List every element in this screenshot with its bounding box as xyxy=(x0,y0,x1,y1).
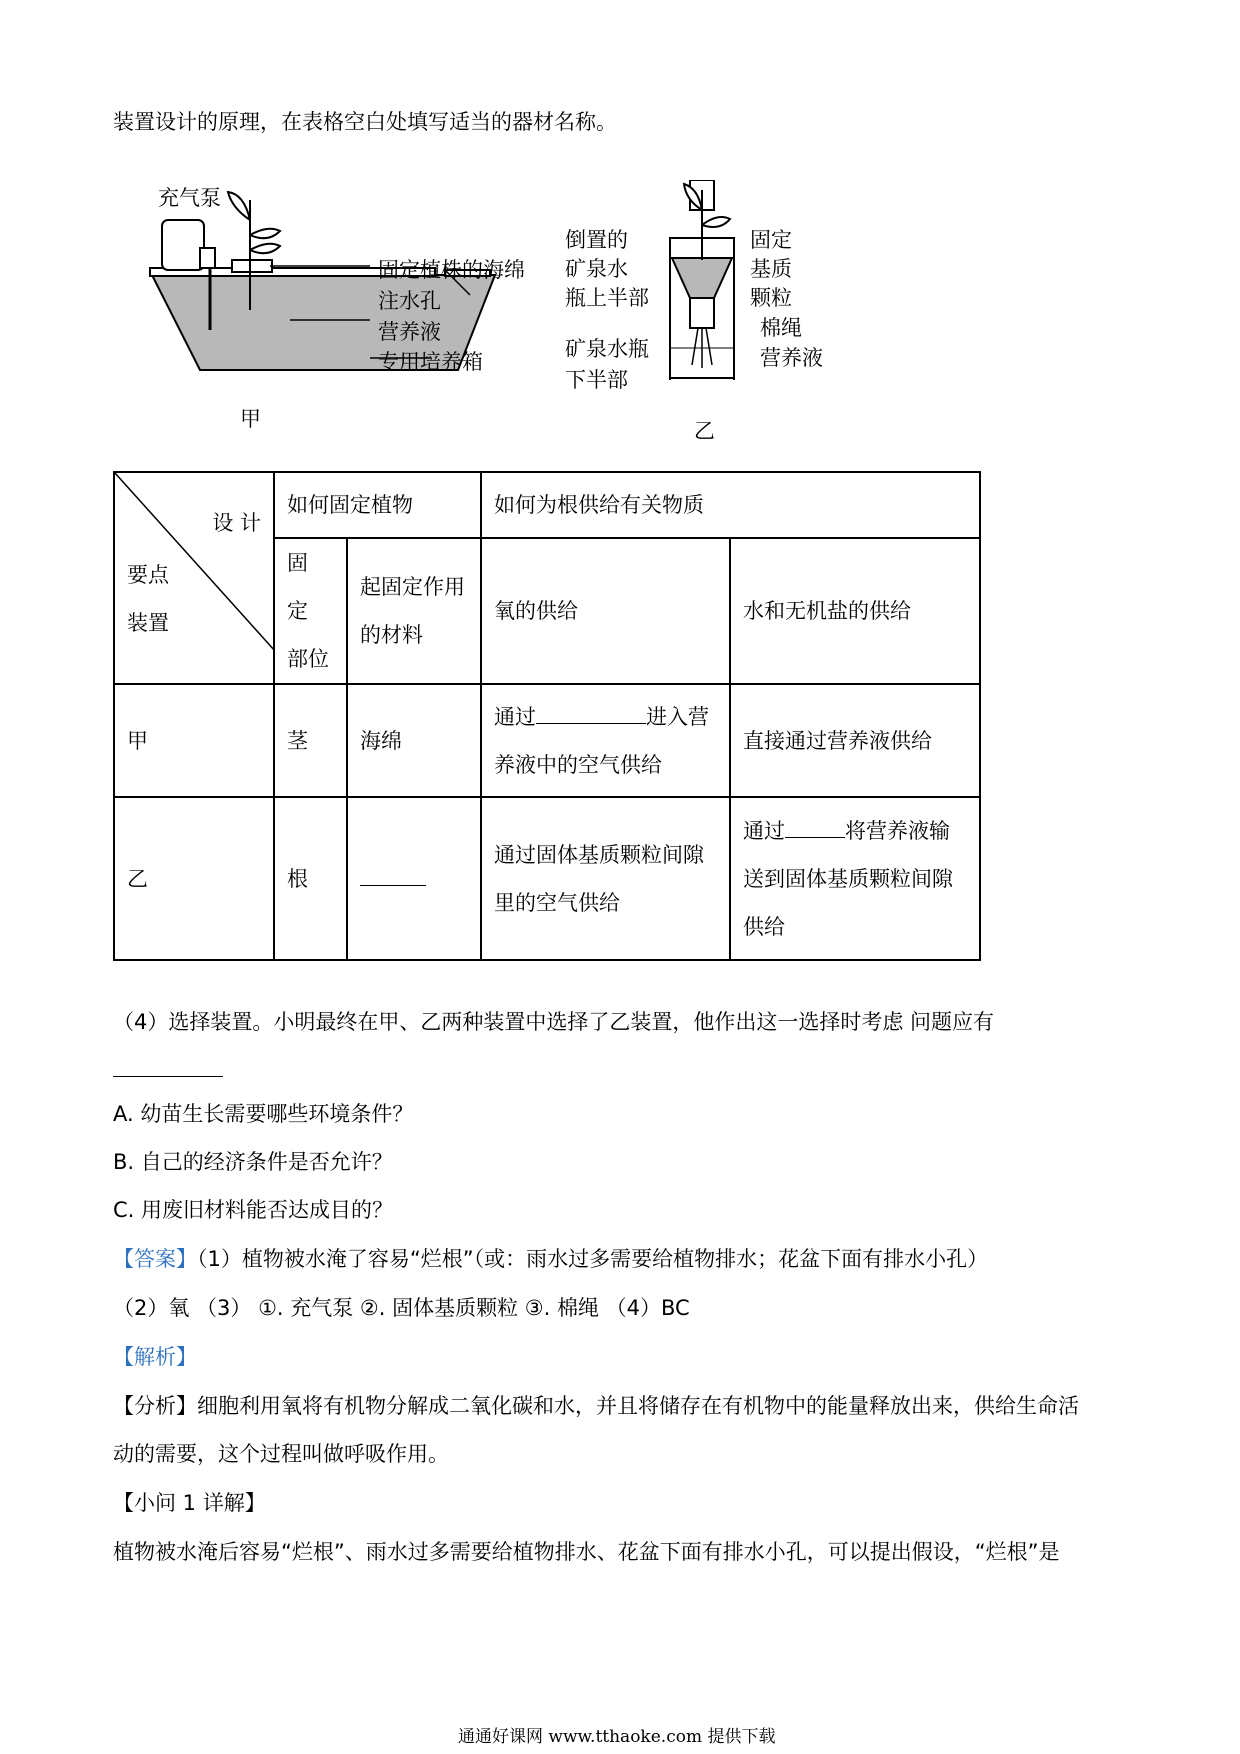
option-c: C. 用废旧材料能否达成目的？ xyxy=(113,1198,394,1222)
row2-water xyxy=(730,797,980,960)
header-material-line1: 起固定作用 xyxy=(360,575,465,599)
table-row xyxy=(114,797,980,960)
label-box: 专用培养箱 xyxy=(378,350,483,374)
label-sponge: 固定植株的海绵 xyxy=(378,258,525,282)
label-yi-r1: 固定 xyxy=(750,228,792,252)
label-yi-tl3: 瓶上半部 xyxy=(565,286,649,310)
table-row xyxy=(114,684,980,797)
row2-part: 根 xyxy=(274,797,347,960)
analysis-sub1: 【小问 1 详解】 xyxy=(113,1491,266,1515)
caption-yi: 乙 xyxy=(694,419,715,443)
header-part xyxy=(274,538,347,684)
blank-rope[interactable] xyxy=(785,817,845,838)
row1-device: 甲 xyxy=(114,684,274,797)
diag-points: 要点 xyxy=(127,563,169,587)
header-part-line2: 部位 xyxy=(287,647,329,671)
label-yi-cotton: 棉绳 xyxy=(760,316,802,340)
row2-water-line3: 供给 xyxy=(743,914,785,939)
row1-water: 直接通过营养液供给 xyxy=(730,684,980,797)
diagonal-header-cell xyxy=(114,472,274,684)
blank-material[interactable] xyxy=(360,865,426,886)
analysis-detail: 植物被水淹后容易“烂根”、雨水过多需要给植物排水、花盆下面有排水小孔，可以提出假设，“烂根”是 xyxy=(113,1540,1060,1564)
row2-oxygen-line1: 通过固体基质颗粒间隙 xyxy=(494,842,704,867)
header-material-line2: 的材料 xyxy=(360,623,423,647)
header-material xyxy=(347,538,481,684)
design-table xyxy=(113,471,981,961)
header-fix: 如何固定植物 xyxy=(274,472,481,538)
option-a: A. 幼苗生长需要哪些环境条件？ xyxy=(113,1102,414,1126)
row2-water-prefix: 通过 xyxy=(743,818,785,843)
header-water: 水和无机盐的供给 xyxy=(730,538,980,684)
row1-part: 茎 xyxy=(274,684,347,797)
row2-oxygen-line2: 里的空气供给 xyxy=(494,890,620,915)
diag-design: 设 计 xyxy=(212,511,261,535)
label-yi-bl2: 下半部 xyxy=(565,368,628,392)
header-oxygen: 氧的供给 xyxy=(481,538,730,684)
row1-material: 海绵 xyxy=(347,684,481,797)
label-solution-jia: 营养液 xyxy=(378,320,441,344)
answer-text-1: （1）植物被水淹了容易“烂根”（或：雨水过多需要给植物排水；花盆下面有排水小孔） xyxy=(197,1247,989,1271)
row1-oxygen-suffix: 进入营 xyxy=(646,704,709,729)
question-4: （4）选择装置。小明最终在甲、乙两种装置中选择了乙装置，他作出这一选择时考虑 问题应有 xyxy=(113,1010,995,1034)
diag-device: 装置 xyxy=(127,611,169,635)
label-hole: 注水孔 xyxy=(378,289,441,313)
analysis-tag: 【解析】 xyxy=(113,1345,197,1369)
answer-line2: （2）氧 （3） ①. 充气泵 ②. 固体基质颗粒 ③. 棉绳 （4）BC xyxy=(113,1296,690,1320)
row2-water-suffix: 将营养液输 xyxy=(845,818,950,843)
blank-pump[interactable] xyxy=(536,703,646,724)
label-yi-tl1: 倒置的 xyxy=(565,228,628,252)
header-supply: 如何为根供给有关物质 xyxy=(481,472,980,538)
caption-jia: 甲 xyxy=(240,407,261,431)
row2-device: 乙 xyxy=(114,797,274,960)
answer-blank-q4[interactable] xyxy=(113,1066,223,1077)
label-yi-r2: 基质 xyxy=(750,257,792,281)
analysis-fenxi-2: 动的需要，这个过程叫做呼吸作用。 xyxy=(113,1442,449,1466)
intro-text: 装置设计的原理，在表格空白处填写适当的器材名称。 xyxy=(113,110,617,134)
label-yi-solution: 营养液 xyxy=(760,346,823,370)
row1-oxygen-line2: 养液中的空气供给 xyxy=(494,752,662,777)
label-yi-r3: 颗粒 xyxy=(750,286,792,310)
row1-oxygen xyxy=(481,684,730,797)
answer-line1 xyxy=(113,1243,988,1273)
header-part-line1: 固 定 xyxy=(287,551,308,623)
analysis-fenxi-1: 【分析】细胞利用氧将有机物分解成二氧化碳和水，并且将储存在有机物中的能量释放出来，供给生命活 xyxy=(113,1394,1079,1418)
answer-tag: 【答案】 xyxy=(113,1247,197,1271)
page-footer: 通通好课网 www.tthaoke.com 提供下载 xyxy=(458,1727,776,1747)
option-b: B. 自己的经济条件是否允许？ xyxy=(113,1150,393,1174)
row2-water-line2: 送到固体基质颗粒间隙 xyxy=(743,866,953,891)
row1-oxygen-prefix: 通过 xyxy=(494,704,536,729)
label-yi-tl2: 矿泉水 xyxy=(565,257,628,281)
label-pump: 充气泵 xyxy=(158,186,221,210)
row2-material xyxy=(347,797,481,960)
row2-oxygen xyxy=(481,797,730,960)
label-yi-bl1: 矿泉水瓶 xyxy=(565,337,649,361)
